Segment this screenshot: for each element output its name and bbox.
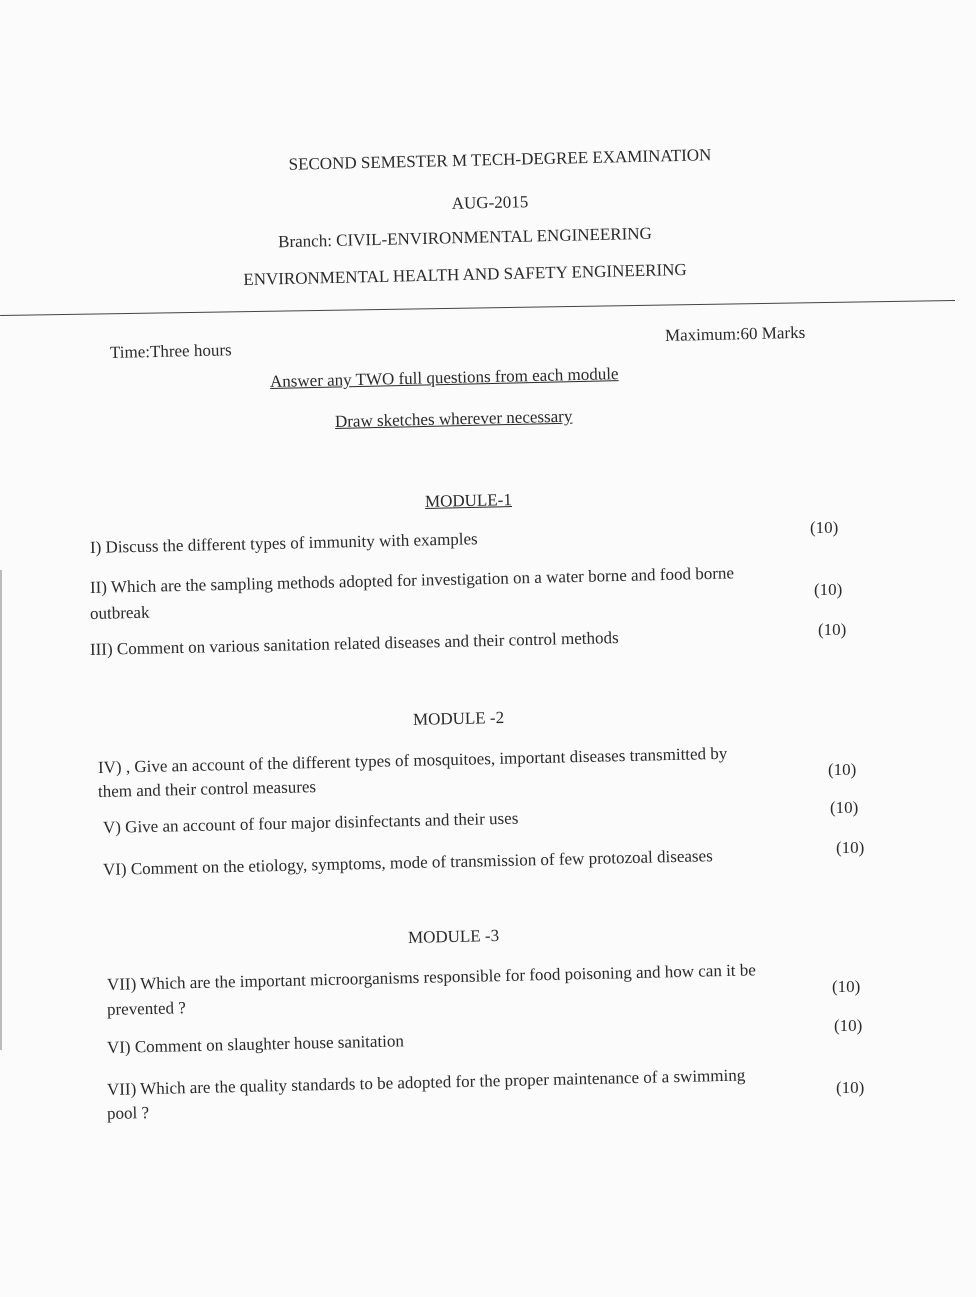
question-7: VII) Which are the important microorganisms responsible for food poisoning and how can it be bbox=[106, 960, 757, 994]
question-2-marks: (10) bbox=[814, 580, 843, 599]
question-8: VI) Comment on slaughter house sanitation bbox=[106, 1031, 405, 1057]
question-4: IV) , Give an account of the different types of mosquitoes, important diseases transmitted by bbox=[97, 743, 728, 777]
question-3: III) Comment on various sanitation related diseases and their control methods bbox=[89, 628, 619, 659]
question-9-cont: pool ? bbox=[106, 1103, 150, 1123]
question-5-marks: (10) bbox=[830, 798, 859, 817]
max-marks: Maximum:60 Marks bbox=[664, 322, 806, 345]
question-7-cont: prevented ? bbox=[106, 998, 187, 1019]
question-9: VII) Which are the quality standards to be adopted for the proper maintenance of a swimming bbox=[106, 1065, 746, 1099]
question-8-marks: (10) bbox=[834, 1016, 863, 1035]
question-5: V) Give an account of four major disinfectants and their uses bbox=[102, 808, 519, 837]
question-3-marks: (10) bbox=[818, 620, 847, 639]
time-allowed: Time:Three hours bbox=[109, 340, 232, 362]
exam-date: AUG-2015 bbox=[451, 192, 529, 213]
question-9-marks: (10) bbox=[836, 1078, 865, 1097]
instruction-sketches: Draw sketches wherever necessary bbox=[334, 406, 573, 431]
scan-edge bbox=[0, 570, 2, 1050]
question-1-marks: (10) bbox=[810, 518, 839, 537]
question-7-marks: (10) bbox=[832, 977, 861, 996]
module-3-title: MODULE -3 bbox=[407, 925, 500, 947]
question-4-cont: them and their control measures bbox=[97, 777, 317, 801]
question-4-marks: (10) bbox=[828, 760, 857, 779]
question-1: I) Discuss the different types of immunity with examples bbox=[89, 529, 478, 557]
branch: Branch: CIVIL-ENVIRONMENTAL ENGINEERING bbox=[277, 223, 653, 252]
module-1-title: MODULE-1 bbox=[424, 490, 513, 511]
question-2-cont: outbreak bbox=[89, 602, 150, 623]
question-6-marks: (10) bbox=[836, 838, 865, 857]
question-2: II) Which are the sampling methods adopted for investigation on a water borne and food borne bbox=[89, 563, 735, 597]
instruction-answer: Answer any TWO full questions from each module bbox=[269, 364, 619, 391]
question-6: VI) Comment on the etiology, symptoms, mode of transmission of few protozoal diseases bbox=[102, 846, 713, 879]
divider bbox=[0, 300, 955, 316]
module-2-title: MODULE -2 bbox=[412, 707, 505, 729]
exam-title: SECOND SEMESTER M TECH-DEGREE EXAMINATION bbox=[288, 145, 712, 174]
subject: ENVIRONMENTAL HEALTH AND SAFETY ENGINEERING bbox=[243, 259, 687, 290]
